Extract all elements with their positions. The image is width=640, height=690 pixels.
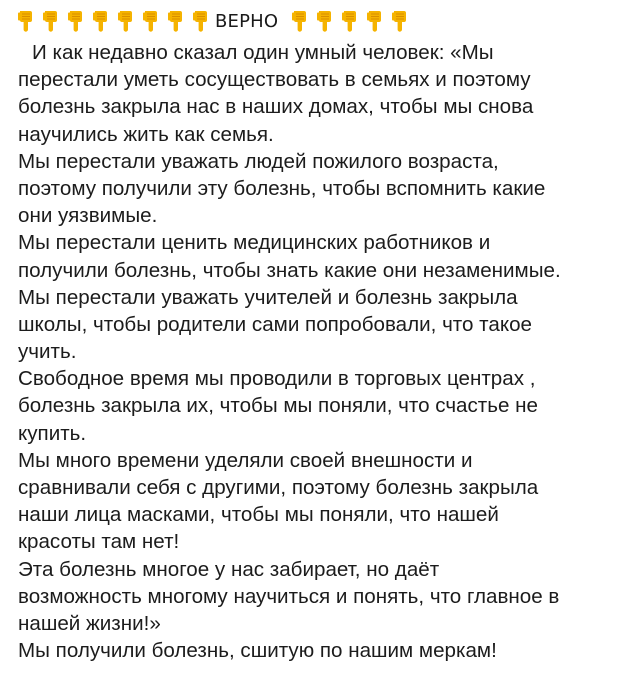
text-line: болезнь закрыла их, чтобы мы поняли, что счастье не [18,394,538,418]
hand-pointing-down-icon [292,10,308,32]
hand-pointing-down-icon [342,10,358,32]
text-line: поэтому получили эту болезнь, чтобы вспомнить какие [18,176,546,200]
hand-pointing-down-icon [93,10,109,32]
text-line: получили болезнь, чтобы знать какие они незаменимые. [18,258,561,282]
text-line: Мы получили болезнь, сшитую по нашим меркам! [18,639,497,663]
hand-pointing-down-icon [143,10,159,32]
text-line: учить. [18,340,77,364]
hands-before-group [18,10,218,32]
text-line: перестали уметь сосуществовать в семьях и поэтому [18,68,531,92]
text-line: научились жить как семья. [18,122,274,146]
hand-pointing-down-icon [68,10,84,32]
text-line: красоты там нет! [18,530,180,554]
text-line: Мы перестали уважать учителей и болезнь закрыла [18,285,518,309]
hand-pointing-down-icon [43,10,59,32]
hand-pointing-down-icon [168,10,184,32]
hand-pointing-down-icon [367,10,383,32]
text-line: нашей жизни!» [18,611,161,635]
text-line: Свободное время мы проводили в торговых центрах , [18,367,536,391]
text-line: болезнь закрыла нас в наших домах, чтобы мы снова [18,95,534,119]
hand-pointing-down-icon [118,10,134,32]
text-line: они уязвимые. [18,204,158,228]
body-text [18,39,624,664]
text-line: Мы много времени уделяли своей внешности и [18,448,473,472]
hand-pointing-down-icon [392,10,408,32]
text-line: купить. [18,421,87,445]
hand-pointing-down-icon [18,10,34,32]
text-line: Эта болезнь многое у нас забирает, но даёт [18,557,440,581]
hands-after-group [292,10,417,32]
header-row [18,8,417,34]
text-line: возможность многому научиться и понять, что главное в [18,584,560,608]
text-line: наши лица масками, чтобы мы поняли, что нашей [18,503,499,527]
text-line: И как недавно сказал один умный человек: «Мы [32,41,494,64]
text-line: сравнивали себя с другими, поэтому болезнь закрыла [18,476,539,499]
hand-pointing-down-icon [317,10,333,32]
header-title: ВЕРНО [215,10,279,32]
text-line: Мы перестали уважать людей пожилого возраста, [18,149,499,173]
hand-pointing-down-icon [193,10,209,32]
text-line: школы, чтобы родители сами попробовали, что такое [18,312,532,336]
text-line: Мы перестали ценить медицинских работников и [18,231,491,255]
